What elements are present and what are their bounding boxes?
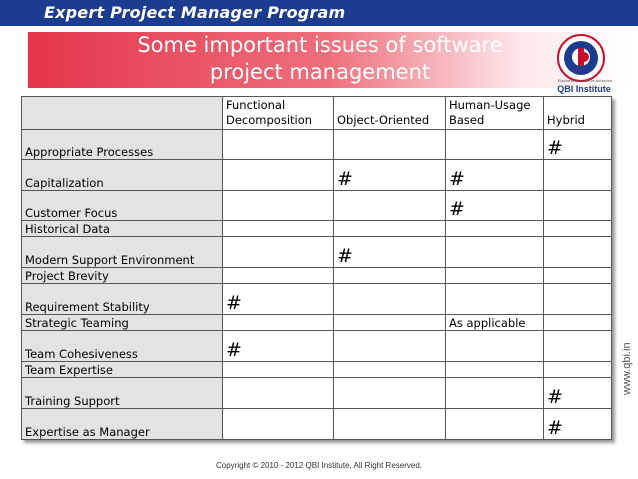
empty-cell: [334, 130, 446, 160]
table-row: [22, 331, 612, 362]
empty-cell: [446, 378, 544, 409]
empty-cell: [223, 160, 334, 191]
empty-cell: [544, 160, 612, 191]
table-row: [22, 130, 612, 160]
empty-cell: [544, 331, 612, 362]
empty-cell: [446, 221, 544, 237]
table-row: [22, 284, 612, 315]
hash-mark: #: [334, 237, 446, 268]
empty-cell: [446, 362, 544, 378]
logo-name: QBI Institute: [557, 84, 611, 94]
program-title: Expert Project Manager Program: [44, 3, 346, 22]
header-row: [22, 97, 612, 130]
row-label: Requirement Stability: [22, 284, 223, 315]
row-label: Historical Data: [22, 221, 223, 237]
empty-cell: [544, 284, 612, 315]
empty-cell: [334, 221, 446, 237]
hash-mark: #: [446, 191, 544, 221]
hash-mark: #: [544, 409, 612, 440]
empty-cell: [223, 409, 334, 440]
empty-cell: [544, 221, 612, 237]
row-label: Project Brevity: [22, 268, 223, 284]
empty-cell: [334, 191, 446, 221]
empty-cell: [446, 268, 544, 284]
table-row: [22, 268, 612, 284]
table-row: [22, 237, 612, 268]
table-row: [22, 160, 612, 191]
empty-cell: [223, 237, 334, 268]
slide-title: Some important issues of software project management: [137, 33, 503, 84]
empty-cell: [334, 331, 446, 362]
empty-cell: [223, 315, 334, 331]
hash-mark: #: [334, 160, 446, 191]
column-header: Functional Decomposition: [223, 97, 334, 130]
empty-cell: [446, 284, 544, 315]
row-label: Capitalization: [22, 160, 223, 191]
empty-cell: [334, 315, 446, 331]
row-label: Training Support: [22, 378, 223, 409]
column-header: Hybrid: [544, 97, 612, 130]
row-label: Appropriate Processes: [22, 130, 223, 160]
empty-cell: [334, 268, 446, 284]
empty-cell: [223, 378, 334, 409]
row-label: Strategic Teaming: [22, 315, 223, 331]
copyright: Copyright © 2010 - 2012 QBI Institute, All Right Reserved.: [216, 461, 422, 470]
empty-cell: [544, 362, 612, 378]
row-label: Team Cohesiveness: [22, 331, 223, 362]
empty-cell: [223, 221, 334, 237]
logo-tagline: Business Excellence Achieved: [557, 78, 613, 83]
empty-cell: [544, 268, 612, 284]
table-row: [22, 378, 612, 409]
table-row: [22, 362, 612, 378]
table-row: [22, 315, 612, 331]
website-url: www.qbi.in: [621, 342, 633, 395]
empty-cell: [544, 315, 612, 331]
issues-table: [21, 96, 612, 440]
empty-cell: [446, 237, 544, 268]
hash-mark: #: [544, 130, 612, 160]
empty-cell: [334, 284, 446, 315]
hash-mark: #: [446, 160, 544, 191]
empty-cell: [223, 362, 334, 378]
empty-cell: [334, 409, 446, 440]
empty-cell: [446, 409, 544, 440]
empty-cell: [544, 191, 612, 221]
corner-cell: [22, 97, 223, 130]
qbi-logo-icon: [556, 33, 606, 83]
empty-cell: [334, 378, 446, 409]
row-label: Modern Support Environment: [22, 237, 223, 268]
row-label: Team Expertise: [22, 362, 223, 378]
cell-note: As applicable: [446, 315, 544, 331]
empty-cell: [223, 191, 334, 221]
empty-cell: [223, 130, 334, 160]
empty-cell: [544, 237, 612, 268]
table-row: [22, 409, 612, 440]
table-row: [22, 191, 612, 221]
column-header: Object-Oriented: [334, 97, 446, 130]
empty-cell: [334, 362, 446, 378]
row-label: Customer Focus: [22, 191, 223, 221]
empty-cell: [446, 130, 544, 160]
hash-mark: #: [223, 331, 334, 362]
row-label: Expertise as Manager: [22, 409, 223, 440]
empty-cell: [446, 331, 544, 362]
hash-mark: #: [544, 378, 612, 409]
hash-mark: #: [223, 284, 334, 315]
header-bar: [0, 0, 638, 26]
column-header: Human-Usage Based: [446, 97, 544, 130]
table-row: [22, 221, 612, 237]
empty-cell: [223, 268, 334, 284]
